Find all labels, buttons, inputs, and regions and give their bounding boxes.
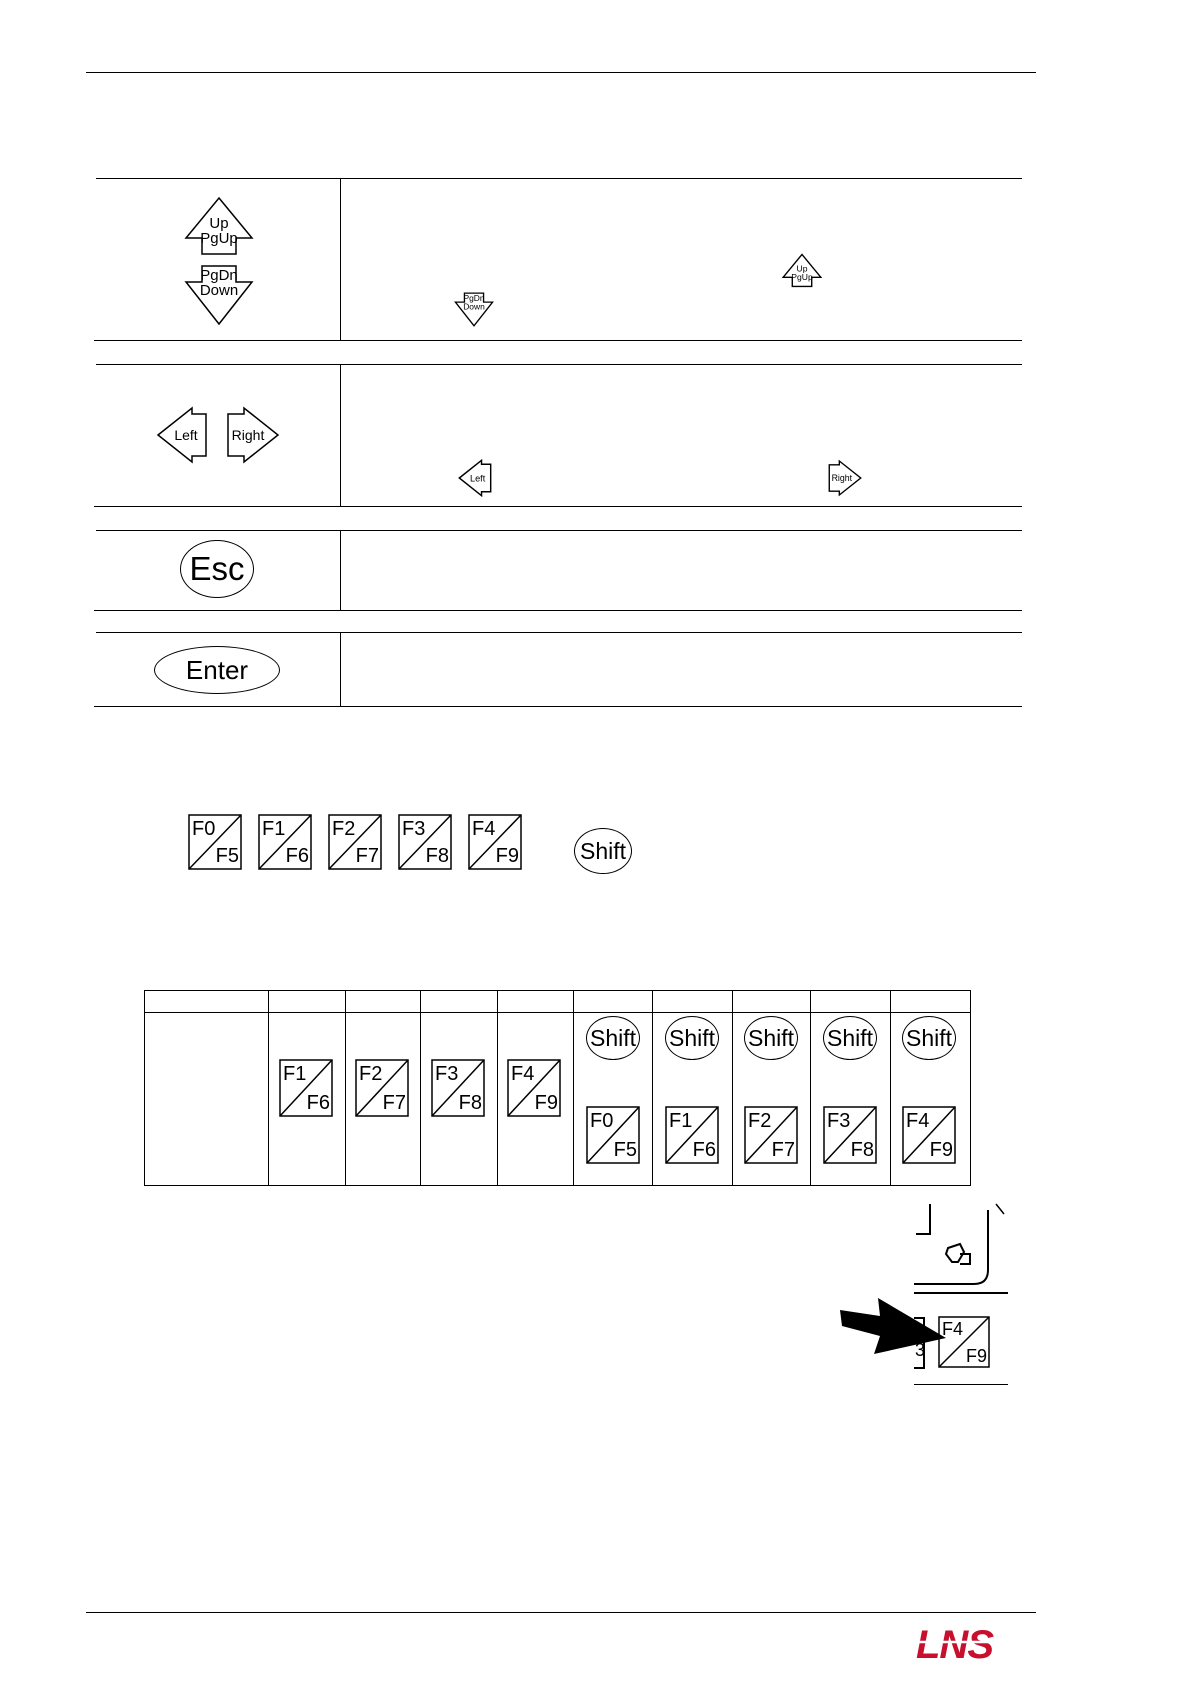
table-fkey-f2-f7: [355, 1059, 409, 1117]
fkey-bottom-label: F6: [285, 845, 309, 867]
table-rule: [96, 178, 1022, 179]
table-shift-icon: [665, 1016, 719, 1060]
small-pgup-label: PgUp: [791, 272, 813, 283]
small-down-label: Down: [463, 301, 485, 312]
fkey-bottom-label: F9: [495, 845, 519, 867]
small-right-label: Right: [831, 473, 853, 484]
fkey-top-label: F2: [359, 1063, 383, 1085]
fkey-f4-f9: [468, 814, 522, 870]
fkey-bottom-label: F5: [215, 845, 239, 867]
fkey-top-label: F4: [942, 1319, 964, 1339]
table-shift-fkey-f3-f8: [823, 1106, 877, 1164]
down-label: Down: [199, 282, 239, 299]
table-shift-icon: [744, 1016, 798, 1060]
table-shift-fkey-f1-f6: [665, 1106, 719, 1164]
footer-rule: [86, 1612, 1036, 1613]
table-shift-fkey-f4-f9: [902, 1106, 956, 1164]
table-rule: [94, 706, 1022, 707]
fkey-top-label: F1: [669, 1110, 693, 1132]
up-label: Up: [209, 215, 229, 232]
table-fkey-f3-f8: [431, 1059, 485, 1117]
fkey-top-label: F0: [192, 818, 216, 840]
table-divider: [340, 178, 341, 340]
fkey-f1-f6: [258, 814, 312, 870]
logo-text: LNS: [916, 1623, 993, 1664]
pgup-label: PgUp: [200, 230, 238, 247]
fkey-f3-f8: [398, 814, 452, 870]
small-right-icon: [828, 459, 862, 497]
table-col-divider: [420, 990, 421, 1186]
pointer-arrow-icon: [838, 1294, 948, 1356]
fkey-bottom-label: F8: [425, 845, 449, 867]
fkey-bottom-label: F7: [382, 1092, 406, 1114]
fkey-top-label: F3: [435, 1063, 459, 1085]
shift-label: Shift: [589, 1024, 637, 1051]
shift-key-icon: [574, 828, 632, 874]
fkey-bottom-label: F6: [692, 1139, 716, 1161]
table-rule: [94, 506, 1022, 507]
table-col-divider: [652, 990, 653, 1186]
fkey-f0-f5: [188, 814, 242, 870]
shift-label: Shift: [826, 1024, 874, 1051]
fkey-top-label: F3: [827, 1110, 851, 1132]
small-pgdn-down-icon: [454, 292, 494, 328]
left-label: Left: [174, 427, 198, 443]
header-rule: [86, 72, 1036, 73]
fkey-bottom-label: F9: [965, 1346, 987, 1366]
table-shift-icon: [902, 1016, 956, 1060]
table-fkey-f1-f6: [279, 1059, 333, 1117]
small-left-icon: [458, 459, 492, 497]
fkey-top-label: F1: [262, 818, 286, 840]
fkey-top-label: F2: [748, 1110, 772, 1132]
fkey-top-label: F3: [402, 818, 426, 840]
fkey-bottom-label: F5: [613, 1139, 637, 1161]
enter-key-icon: [154, 646, 280, 694]
table-rule: [96, 632, 1022, 633]
esc-key-icon: [180, 540, 254, 598]
table-rule: [94, 340, 1022, 341]
shift-label: Shift: [668, 1024, 716, 1051]
pgdn-down-key-icon: [184, 264, 254, 328]
small-pgdn-label: PgDn: [463, 293, 485, 303]
table-col-divider: [890, 990, 891, 1186]
small-up-pgup-icon: [782, 253, 822, 289]
fkey-bottom-label: F7: [355, 845, 379, 867]
fkey-top-label: F4: [906, 1110, 930, 1132]
table-divider: [340, 632, 341, 706]
fkey-top-label: F4: [511, 1063, 535, 1085]
fkey-top-label: F4: [472, 818, 496, 840]
fkey-bottom-label: F9: [929, 1139, 953, 1161]
fkey-top-label: F2: [332, 818, 356, 840]
small-up-label: Up: [796, 263, 808, 274]
enter-label: Enter: [185, 654, 249, 685]
fkey-bottom-label: F8: [458, 1092, 482, 1114]
fkey-top-label: F1: [283, 1063, 307, 1085]
table-rule: [94, 610, 1022, 611]
table-rule: [96, 530, 1022, 531]
up-pgup-key-icon: [184, 196, 254, 258]
table-divider: [340, 530, 341, 610]
table-col-divider: [497, 990, 498, 1186]
fkey-bottom-label: F9: [534, 1092, 558, 1114]
fkey-top-label: F0: [590, 1110, 614, 1132]
fkey-bottom-label: F6: [306, 1092, 330, 1114]
table-fkey-f4-f9: [507, 1059, 561, 1117]
fkey-f2-f7: [328, 814, 382, 870]
shift-label: Shift: [747, 1024, 795, 1051]
fkey-bottom-label: F7: [771, 1139, 795, 1161]
table-col-divider: [268, 990, 269, 1186]
table-divider: [340, 364, 341, 506]
right-key-icon: [226, 406, 280, 464]
table-col-divider: [810, 990, 811, 1186]
table-shift-icon: [823, 1016, 877, 1060]
lns-logo: [912, 1622, 1030, 1664]
svg-text:3: 3: [915, 1340, 926, 1360]
left-key-icon: [156, 406, 208, 464]
table-shift-fkey-f0-f5: [586, 1106, 640, 1164]
table-col-divider: [345, 990, 346, 1186]
shift-label: Shift: [579, 837, 627, 864]
right-label: Right: [231, 427, 265, 443]
table-col-divider: [573, 990, 574, 1186]
table-col-divider: [732, 990, 733, 1186]
table-shift-fkey-f2-f7: [744, 1106, 798, 1164]
esc-label: Esc: [189, 550, 245, 587]
table-shift-icon: [586, 1016, 640, 1060]
pgdn-label: PgDn: [200, 267, 238, 284]
small-left-label: Left: [469, 473, 486, 484]
fkey-bottom-label: F8: [850, 1139, 874, 1161]
table-rule: [96, 364, 1022, 365]
shift-label: Shift: [905, 1024, 953, 1051]
